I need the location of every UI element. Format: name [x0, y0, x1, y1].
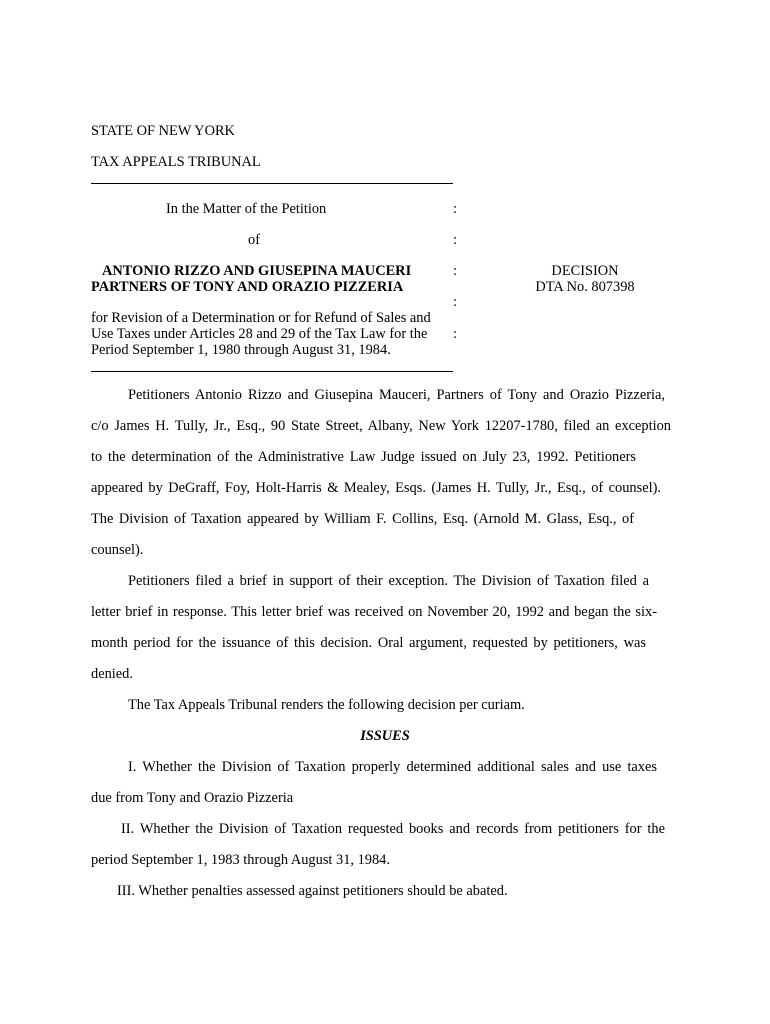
matter-line: In the Matter of the Petition [166, 201, 327, 217]
revision-line-2: Use Taxes under Articles 28 and 29 of the Tax Law for the [91, 326, 428, 342]
issues-heading: ISSUES [360, 728, 410, 744]
paragraph-line: month period for the issuance of this decision. Oral argument, requested by petitioners, was [91, 635, 646, 651]
caption-colon: : [453, 201, 457, 217]
petitioners-line-2: PARTNERS OF TONY AND ORAZIO PIZZERIA [91, 279, 404, 295]
paragraph-line: Petitioners Antonio Rizzo and Giusepina Mauceri, Partners of Tony and Orazio Pizzeria, [128, 387, 665, 403]
caption-colon: : [453, 326, 457, 342]
paragraph-line: letter brief in response. This letter brief was received on November 20, 1992 and began the six- [91, 604, 657, 620]
issue-3-line: III. Whether penalties assessed against petitioners should be abated. [117, 883, 508, 899]
caption-colon: : [453, 263, 457, 279]
of-line: of [248, 232, 260, 248]
state-heading: STATE OF NEW YORK [91, 123, 235, 139]
issue-1-line: I. Whether the Division of Taxation properly determined additional sales and use taxes [128, 759, 657, 775]
paragraph-line: The Division of Taxation appeared by William F. Collins, Esq. (Arnold M. Glass, Esq., of [91, 511, 634, 527]
paragraph-line: c/o James H. Tully, Jr., Esq., 90 State Street, Albany, New York 12207-1780, filed an exception [91, 418, 671, 434]
paragraph-line: to the determination of the Administrative Law Judge issued on July 23, 1992. Petitioners [91, 449, 636, 465]
issue-2-line: period September 1, 1983 through August 31, 1984. [91, 852, 390, 868]
caption-colon: : [453, 232, 457, 248]
petitioners-line-1: ANTONIO RIZZO AND GIUSEPINA MAUCERI [102, 263, 412, 279]
issue-1-line: due from Tony and Orazio Pizzeria [91, 790, 294, 806]
caption-bottom-rule [91, 371, 453, 372]
caption-colon: : [453, 294, 457, 310]
decision-number: DTA No. 807398 [535, 279, 635, 295]
revision-line-3: Period September 1, 1980 through August 31, 1984. [91, 342, 391, 358]
issue-2-line: II. Whether the Division of Taxation requested books and records from petitioners for the [121, 821, 665, 837]
paragraph-line: appeared by DeGraff, Foy, Holt-Harris & Mealey, Esqs. (James H. Tully, Jr., Esq., of counsel). [91, 480, 661, 496]
decision-label: DECISION [551, 263, 619, 279]
tribunal-heading: TAX APPEALS TRIBUNAL [91, 154, 261, 170]
paragraph-line: denied. [91, 666, 133, 682]
revision-line-1: for Revision of a Determination or for Refund of Sales and [91, 310, 431, 326]
paragraph-line: counsel). [91, 542, 144, 558]
paragraph-line: Petitioners filed a brief in support of their exception. The Division of Taxation filed a [128, 573, 649, 589]
caption-top-rule [91, 183, 453, 184]
paragraph-line: The Tax Appeals Tribunal renders the following decision per curiam. [128, 697, 525, 713]
